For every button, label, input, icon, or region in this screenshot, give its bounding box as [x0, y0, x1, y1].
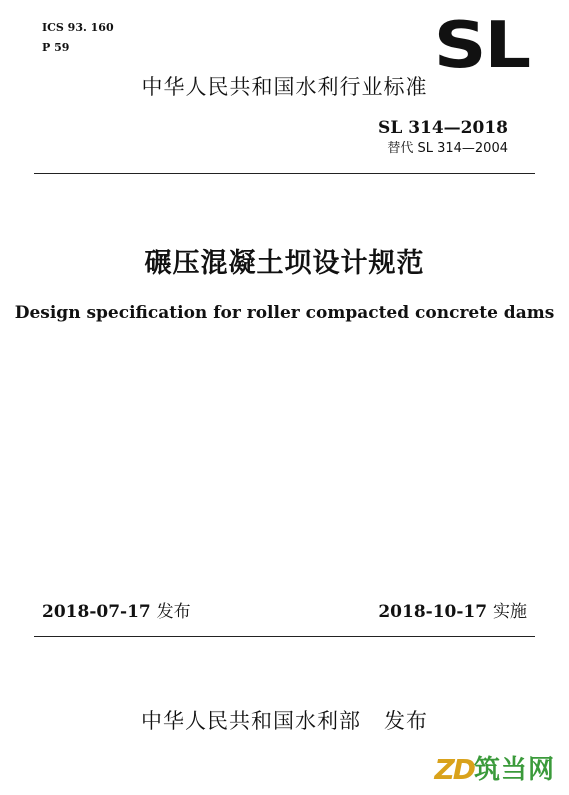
issue-date-line — [42, 600, 191, 624]
watermark-logo-mark: ZD — [434, 753, 474, 786]
standard-number: SL 314—2018 — [378, 118, 508, 138]
replaced-standard: 替代 SL 314—2004 — [387, 141, 508, 156]
effective-date-line — [378, 600, 527, 624]
publisher-name: 中华人民共和国水利部 — [140, 709, 361, 733]
title-chinese: 碾压混凝土坝设计规范 — [144, 248, 425, 279]
publisher-action: 发布 — [384, 709, 429, 733]
issue-date: 2018-07-17 — [42, 602, 151, 622]
ccs-code: P 59 — [42, 41, 70, 54]
top-divider — [34, 173, 535, 174]
effective-date: 2018-10-17 — [378, 602, 488, 622]
publisher-line — [0, 707, 569, 735]
standard-category: 中华人民共和国水利行业标准 — [141, 75, 428, 99]
sl-logo: SL — [433, 9, 529, 83]
title-english: Design specification for roller compacted concrete dams — [14, 303, 555, 323]
issue-label: 发布 — [156, 602, 191, 622]
watermark-site-name: 筑当网 — [473, 755, 555, 785]
site-watermark — [434, 753, 555, 787]
effective-label: 实施 — [493, 602, 527, 622]
ics-code: ICS 93. 160 — [42, 21, 114, 34]
bottom-divider — [34, 636, 535, 637]
